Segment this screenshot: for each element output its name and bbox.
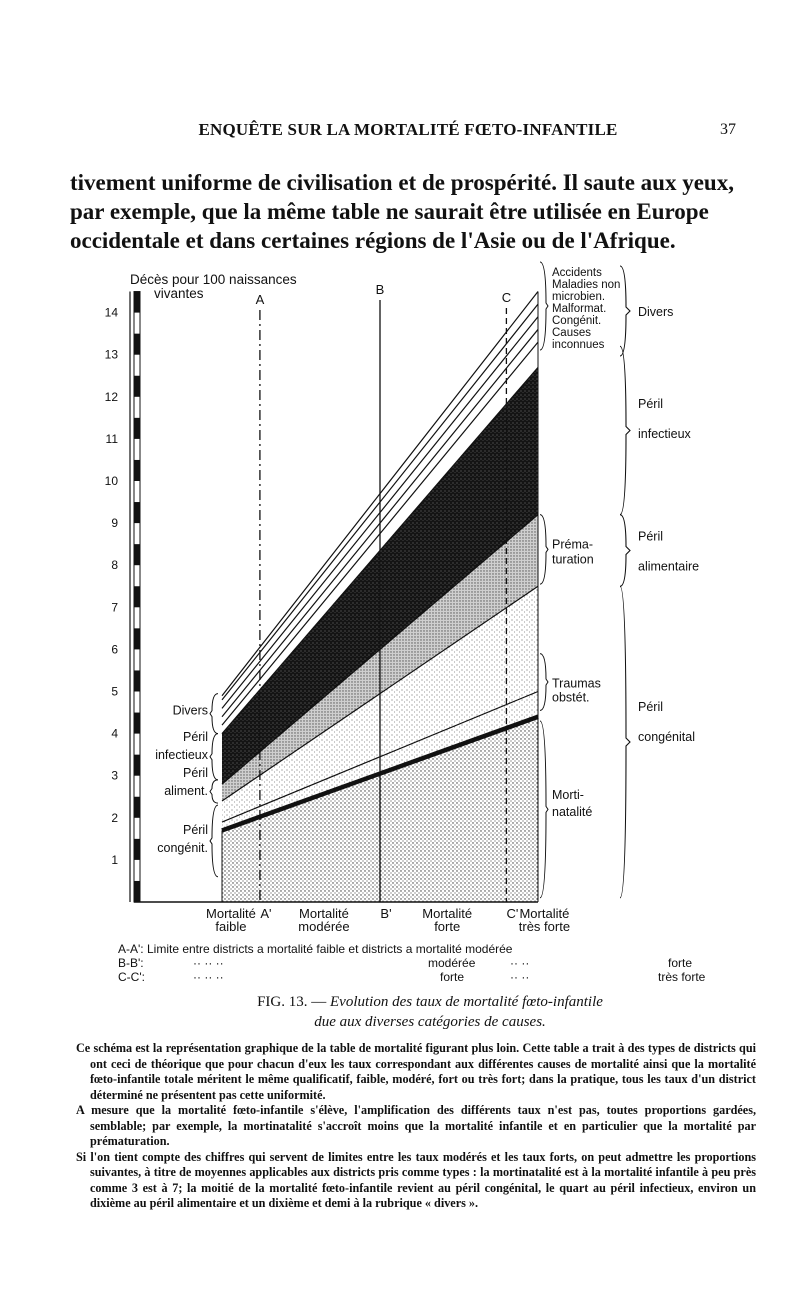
right-inner-label: Accidents (552, 267, 602, 279)
legend-code-aa: A-A': (118, 942, 144, 956)
intro-line-2: par exemple, que la même table ne saurait être utilisée en Europe (70, 199, 709, 224)
right-inner-label: Préma- (552, 537, 593, 552)
limit-label-bottom-b: B' (380, 906, 392, 921)
intro-line-1: tivement uniforme de civilisation et de prospérité. Il saute aux yeux, (70, 170, 734, 195)
legend-text-aa: Limite entre districts a mortalité faible et districts a mortalité modérée (146, 942, 513, 956)
right-inner-label: inconnues (552, 339, 605, 351)
limit-label-top-c: C (501, 290, 512, 305)
right-inner-label: Malformat. (552, 303, 607, 315)
figure-caption-text-1: Evolution des taux de mortalité fœto-infantile (330, 994, 603, 1010)
right-outer-label: Péril (638, 396, 664, 411)
note-paragraph-3: Si l'on tient compte des chiffres qui servent de limites entre les taux modérés et les taux forts, on peut admettre les proportions suivantes, à titre de moyennes applicables aux districts pris comme types : la mortinatalité est à la mortalité infantile à peu près comme 3 est à 7; la moitié de la mortalité fœto-infantile revient au péril congénital, le quart au péril infectieux, environ un dixième au péril alimentaire et un dixième et demi à la rubrique « divers ». (76, 1149, 756, 1210)
right-outer-label: Péril (638, 699, 664, 714)
y-tick-label: 10 (104, 474, 118, 488)
y-tick-label: 12 (104, 389, 118, 404)
right-outer-label: Péril (638, 529, 664, 544)
legend-marks-bb: ·· ·· ·· (193, 956, 224, 970)
y-tick-label: 11 (105, 431, 118, 446)
scale-block (134, 839, 140, 860)
figure-caption-line-2 (150, 1014, 710, 1031)
scale-block (134, 334, 140, 355)
right-inner-brace (540, 654, 548, 711)
legend-end-bb: forte (668, 956, 693, 970)
scale-block (134, 502, 140, 523)
right-inner-label: Morti- (552, 787, 584, 802)
right-outer-label: congénital (638, 729, 695, 744)
scale-block (134, 628, 140, 649)
scale-block (134, 544, 140, 565)
right-outer-label: Divers (638, 305, 674, 319)
scale-block (134, 586, 140, 607)
limit-label-bottom-a: A' (260, 906, 272, 921)
legend-marks-cc: ·· ·· ·· (193, 970, 224, 984)
running-header-title: ENQUÊTE SUR LA MORTALITÉ FŒTO-INFANTILE (198, 120, 618, 139)
right-inner-brace (540, 515, 548, 584)
limit-label-top-a: A (255, 292, 265, 307)
right-outer-brace (620, 266, 630, 356)
x-zone-label: modérée (298, 919, 350, 934)
figure-caption-line-1 (150, 994, 710, 1011)
y-tick-label: 8 (111, 558, 118, 573)
x-zone-label: Mortalité (206, 906, 256, 921)
scale-block (134, 376, 140, 397)
x-zone-label: Mortalité (422, 906, 473, 921)
y-tick-label: 9 (111, 516, 118, 531)
y-tick-label: 5 (111, 684, 118, 699)
right-inner-label: turation (552, 552, 594, 567)
right-inner-brace (540, 721, 548, 898)
y-axis-title-line-2: vivantes (154, 286, 204, 301)
legend-row-bb (118, 956, 693, 970)
right-outer-brace (620, 515, 630, 587)
left-brace (210, 694, 218, 734)
right-inner-label: Causes (552, 327, 591, 339)
note-paragraph-1: Ce schéma est la représentation graphique de la table de mortalité figurant plus loin. Cette table a trait à des types de districts qui ont ceci de théorique que pour chacun d'eux les taux correspondant aux différentes causes de mortalité ainsi que la mortalité fœto-infantile totale méritent le même qualificatif, faible, modéré, fort ou très fort; dans la pratique, tous les taux d'un district déterminé ne présentent pas cette uniformité. (76, 1041, 756, 1102)
intro-line-3: occidentale et dans certaines régions de l'Asie ou de l'Afrique. (70, 228, 676, 253)
right-inner-label: natalité (552, 804, 593, 819)
y-tick-label: 14 (104, 305, 118, 320)
figure-notes (76, 1041, 756, 1212)
right-inner-label: obstét. (552, 690, 590, 705)
scale-block (134, 713, 140, 734)
left-band-label: Péril (182, 822, 208, 837)
figure-number: FIG. 13. — (257, 994, 327, 1010)
legend-end-cc: très forte (658, 970, 706, 984)
y-tick-label: 3 (111, 768, 118, 783)
scale-block (134, 881, 140, 902)
left-brace (210, 780, 218, 803)
legend-tail-bb: ·· ·· (510, 956, 530, 970)
legend-mid-bb: modérée (428, 956, 476, 970)
right-outer-label: infectieux (638, 426, 691, 441)
right-inner-label: microbien. (552, 291, 606, 303)
x-zone-label: Mortalité (519, 906, 570, 921)
right-outer-label: alimentaire (638, 559, 700, 574)
x-zone-label: forte (434, 919, 461, 934)
left-brace (210, 805, 218, 877)
legend-row-cc (118, 970, 706, 984)
scale-block (134, 418, 140, 439)
x-zone-label: Mortalité (299, 906, 349, 921)
left-band-label: infectieux (155, 748, 208, 763)
x-zone-label: très forte (518, 919, 571, 934)
y-tick-label: 1 (111, 852, 118, 867)
left-band-label: aliment. (164, 784, 208, 799)
left-band-label: congénit. (157, 840, 208, 855)
left-brace (210, 734, 218, 780)
legend-code-bb: B-B': (118, 956, 144, 970)
y-tick-label: 7 (111, 600, 118, 615)
y-axis-title-line-1: Décès pour 100 naissances (130, 272, 297, 287)
scale-block (134, 797, 140, 818)
scale-block (134, 460, 140, 481)
scale-block (134, 755, 140, 776)
limit-label-bottom-c: C' (506, 906, 519, 921)
right-inner-label: Traumas (552, 676, 601, 691)
left-band-label: Divers (172, 703, 208, 718)
legend-mid-cc: forte (440, 970, 465, 984)
x-zone-label: faible (215, 919, 247, 934)
y-tick-label: 2 (111, 810, 118, 825)
y-tick-label: 6 (111, 642, 118, 657)
right-outer-brace (620, 346, 630, 514)
note-paragraph-2: A mesure que la mortalité fœto-infantile s'élève, l'amplification des différents taux n'est pas, toutes proportions gardées, semblable; par exemple, la mortinatalité s'accroît moins que la mortalité infantile et en particulier que la mortalité par prématuration. (76, 1103, 756, 1148)
right-inner-label: Congénit. (552, 315, 602, 327)
scale-block (134, 670, 140, 691)
figure-caption-text-2: due aux diverses catégories de causes. (314, 1014, 546, 1030)
page-number: 37 (720, 121, 736, 138)
right-inner-brace (540, 262, 548, 350)
left-band-label: Péril (182, 766, 208, 781)
legend-code-cc: C-C': (118, 970, 145, 984)
y-tick-label: 4 (111, 726, 118, 741)
right-inner-label: Maladies non (552, 279, 621, 291)
limit-label-top-b: B (375, 282, 385, 297)
y-tick-label: 13 (104, 347, 118, 362)
left-band-label: Péril (182, 730, 208, 745)
mortality-chart (96, 258, 746, 943)
legend-row-aa (118, 942, 512, 956)
scale-block (134, 292, 140, 313)
legend-tail-cc: ·· ·· (510, 970, 530, 984)
right-outer-brace (620, 586, 630, 898)
